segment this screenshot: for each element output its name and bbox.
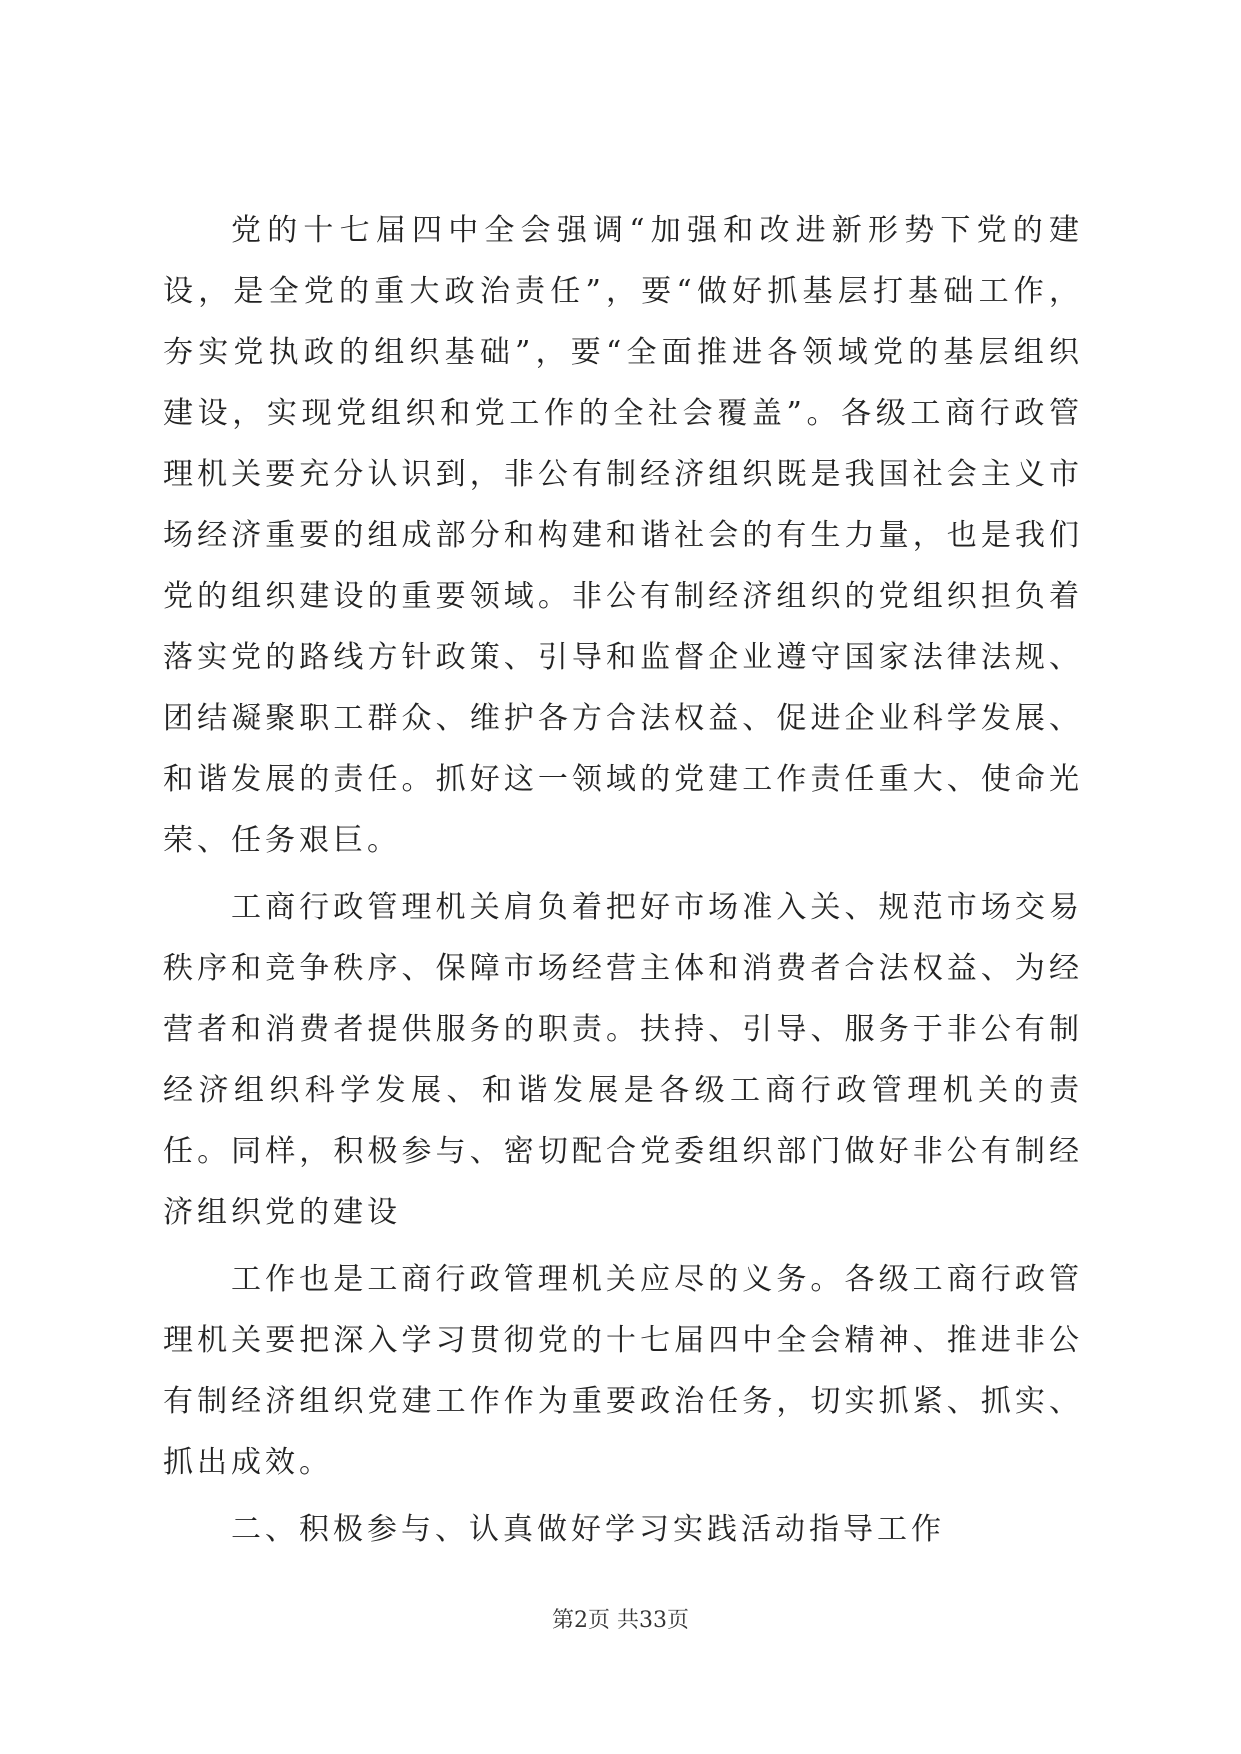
paragraph-2: 工商行政管理机关肩负着把好市场准入关、规范市场交易秩序和竞争秩序、保障市场经营主体和消费者合法权益、为经营者和消费者提供服务的职责。扶持、引导、服务于非公有制经济组织科学发展、和谐发展是各级工商行政管理机关的责任。同样，积极参与、密切配合党委组织部门做好非公有制经济组织党的建设 [163,890,1083,1230]
paragraph-1: 党的十七届四中全会强调“加强和改进新形势下党的建设，是全党的重大政治责任”，要“做好抓基层打基础工作，夯实党执政的组织基础”，要“全面推进各领域党的基层组织建设，实现党组织和党工作的全社会覆盖”。各级工商行政管理机关要充分认识到，非公有制经济组织既是我国社会主义市场经济重要的组成部分和构建和谐社会的有生力量，也是我们党的组织建设的重要领域。非公有制经济组织的党组织担负着落实党的路线方针政策、引导和监督企业遵守国家法律法规、团结凝聚职工群众、维护各方合法权益、促进企业科学发展、和谐发展的责任。抓好这一领域的党建工作责任重大、使命光荣、任务艰巨。 [163,213,1083,858]
section-heading: 二、积极参与、认真做好学习实践活动指导工作 [231,1512,945,1547]
document-body [163,200,1083,1560]
paragraph-3: 工作也是工商行政管理机关应尽的义务。各级工商行政管理机关要把深入学习贯彻党的十七届四中全会精神、推进非公有制经济组织党建工作作为重要政治任务，切实抓紧、抓实、抓出成效。 [163,1262,1083,1480]
page-footer: 第2页 共33页 [552,1608,689,1633]
